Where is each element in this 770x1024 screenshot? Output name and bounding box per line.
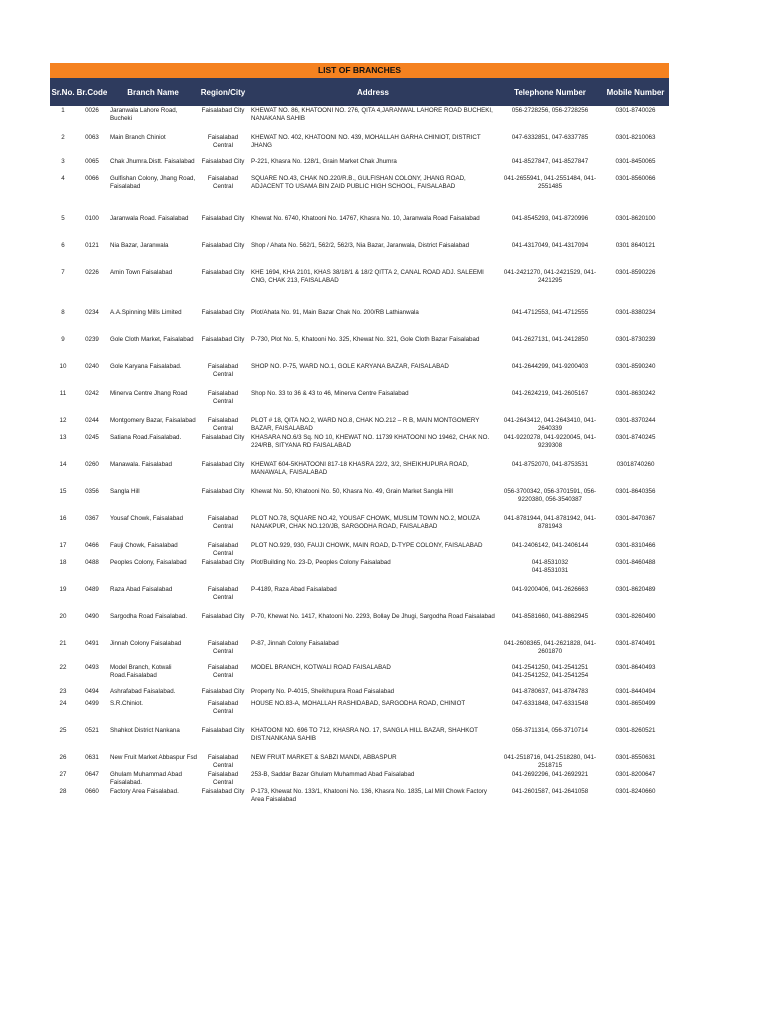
header-region-city: Region/City bbox=[200, 87, 246, 97]
row-address: KHATOONI NO. 696 TO 712, KHASRA NO. 17, SANGLA HILL BAZAR, SHAHKOT DIST.NANKANA SAHIB bbox=[251, 727, 478, 742]
row-sr-no: 4 bbox=[61, 175, 65, 182]
row-br-code: 0226 bbox=[85, 269, 99, 276]
row-br-code: 0647 bbox=[85, 771, 99, 778]
row-telephone: 041-2601587, 041-2641058 bbox=[511, 788, 589, 795]
row-address: Shop No. 33 to 36 & 43 to 46, Minerva Centre Faisalabad bbox=[251, 390, 409, 397]
row-branch-name: Shahkot District Nankana bbox=[110, 727, 180, 734]
row-sr-no: 27 bbox=[59, 771, 67, 778]
row-address: SQUARE NO.43, CHAK NO.220/R.B., GULFISHAN COLONY, JHANG ROAD, ADJACENT TO USAMA BIN ZAID PUBLIC HIGH SCHOOL, FAISALABAD bbox=[251, 175, 466, 190]
row-branch-name: A.A.Spinning Mills Limited bbox=[110, 309, 182, 316]
row-sr-no: 10 bbox=[59, 363, 67, 370]
row-telephone: 041-2655941, 041-2551484, 041-2551485 bbox=[503, 175, 597, 190]
row-branch-name: Jaranwala Road. Faisalabad bbox=[110, 215, 189, 222]
row-address: MODEL BRANCH, KOTWALI ROAD FAISALABAD bbox=[251, 664, 391, 671]
row-mobile: 0301-8260490 bbox=[615, 613, 656, 620]
row-sr-no: 17 bbox=[59, 542, 67, 549]
row-region-city: Faisalabad City bbox=[201, 559, 245, 566]
table-row bbox=[50, 726, 669, 753]
row-address: P-4189, Raza Abad Faisalabad bbox=[251, 586, 337, 593]
row-branch-name: Factory Area Faisalabad. bbox=[110, 788, 179, 795]
row-br-code: 0234 bbox=[85, 309, 99, 316]
table-row bbox=[50, 753, 669, 770]
row-sr-no: 18 bbox=[59, 559, 67, 566]
row-region-city: Faisalabad Central bbox=[207, 134, 239, 149]
row-branch-name: Minerva Centre Jhang Road bbox=[110, 390, 188, 397]
row-branch-name: Sangla Hill bbox=[110, 488, 140, 495]
row-region-city: Faisalabad Central bbox=[207, 771, 239, 786]
row-mobile: 0301-8210063 bbox=[615, 134, 656, 141]
row-telephone: 041-8780637, 041-8784783 bbox=[511, 688, 589, 695]
row-telephone: 056-2728256, 056-2728256 bbox=[511, 107, 589, 114]
row-mobile: 0301 8640121 bbox=[615, 242, 656, 249]
row-branch-name: Sargodha Road Faisalabad. bbox=[110, 613, 188, 620]
table-row bbox=[50, 639, 669, 663]
row-address: SHOP NO. P-75, WARD NO.1, GOLE KARYANA BAZAR, FAISALABAD bbox=[251, 363, 449, 370]
row-address: P-87, Jinnah Colony Faisalabad bbox=[251, 640, 339, 647]
row-sr-no: 26 bbox=[59, 754, 67, 761]
row-region-city: Faisalabad City bbox=[201, 158, 245, 165]
table-row bbox=[50, 612, 669, 639]
row-sr-no: 13 bbox=[59, 434, 67, 441]
row-address: Plot/Building No. 23-D, Peoples Colony Faisalabad bbox=[251, 559, 391, 566]
row-mobile: 0301-8730239 bbox=[615, 336, 656, 343]
row-address: Khewat No. 6740, Khatooni No. 14767, Khasra No. 10, Jaranwala Road Faisalabad bbox=[251, 215, 480, 222]
row-region-city: Faisalabad Central bbox=[207, 542, 239, 557]
row-address: KHASARA NO.6/3 Sq. NO 10, KHEWAT NO. 11739 KHATOONI NO 19462, CHAK NO. 224/RB, SITYANA RD FAISALABAD bbox=[251, 434, 490, 449]
row-telephone: 047-6332851, 047-6337785 bbox=[511, 134, 589, 141]
table-header bbox=[50, 78, 669, 106]
row-br-code: 0260 bbox=[85, 461, 99, 468]
row-sr-no: 9 bbox=[61, 336, 65, 343]
row-region-city: Faisalabad City bbox=[201, 336, 245, 343]
row-br-code: 0521 bbox=[85, 727, 99, 734]
row-sr-no: 2 bbox=[61, 134, 65, 141]
row-region-city: Faisalabad City bbox=[201, 434, 245, 441]
row-address: P-730, Plot No. 5, Khatooni No. 325, Khewat No. 321, Gole Cloth Bazar Faisalabad bbox=[251, 336, 480, 343]
row-telephone: 041-8752070, 041-8753531 bbox=[511, 461, 589, 468]
row-branch-name: Satiana Road.Faisalabad. bbox=[110, 434, 182, 441]
row-branch-name: New Fruit Market Abbaspur Fsd bbox=[110, 754, 197, 761]
row-mobile: 0301-8450065 bbox=[615, 158, 656, 165]
row-region-city: Faisalabad Central bbox=[207, 700, 239, 715]
row-address: P-221, Khasra No. 128/1, Grain Market Chak Jhumra bbox=[251, 158, 397, 165]
row-branch-name: Amin Town Faisalabad bbox=[110, 269, 173, 276]
row-telephone: 041-2624219, 041-2605167 bbox=[511, 390, 589, 397]
row-branch-name: Yousaf Chowk, Faisalabad bbox=[110, 515, 184, 522]
row-telephone: 041-8527847, 041-8527847 bbox=[511, 158, 589, 165]
row-region-city: Faisalabad Central bbox=[207, 640, 239, 655]
row-br-code: 0242 bbox=[85, 390, 99, 397]
row-address: NEW FRUIT MARKET & SABZI MANDI, ABBASPUR bbox=[251, 754, 397, 761]
table-row bbox=[50, 106, 669, 133]
row-branch-name: Gole Cloth Market, Faisalabad bbox=[110, 336, 194, 343]
row-mobile: 0301-8310466 bbox=[615, 542, 656, 549]
table-row bbox=[50, 214, 669, 241]
row-telephone: 056-3711314, 056-3710714 bbox=[512, 727, 588, 734]
row-sr-no: 5 bbox=[61, 215, 65, 222]
row-br-code: 0494 bbox=[85, 688, 99, 695]
row-region-city: Faisalabad City bbox=[201, 613, 245, 620]
row-region-city: Faisalabad City bbox=[201, 215, 245, 222]
table-row bbox=[50, 663, 669, 687]
row-branch-name: Jinnah Colony Faisalabad bbox=[110, 640, 182, 647]
row-address: PLOT # 18, QITA NO.2, WARD NO.8, CHAK NO.212 – R B, MAIN MONTGOMERY BAZAR, FAISALABAD bbox=[251, 417, 480, 432]
row-telephone: 041-2518716, 041-2518280, 041-2518715 bbox=[503, 754, 597, 769]
row-br-code: 0491 bbox=[85, 640, 99, 647]
row-mobile: 0301-8640493 bbox=[615, 664, 656, 671]
row-br-code: 0121 bbox=[85, 242, 99, 249]
row-branch-name: Fauji Chowk, Faisalabad bbox=[110, 542, 178, 549]
row-mobile: 0301-8620100 bbox=[615, 215, 656, 222]
row-mobile: 0301-8560066 bbox=[615, 175, 656, 182]
row-branch-name: Manawala. Faisalabad bbox=[110, 461, 172, 468]
row-address: Khewat No. 50, Khatooni No. 50, Khasra No. 49, Grain Market Sangla Hill bbox=[251, 488, 453, 495]
row-sr-no: 6 bbox=[61, 242, 65, 249]
header-mobile: Mobile Number bbox=[606, 87, 665, 97]
row-sr-no: 20 bbox=[59, 613, 67, 620]
table-row bbox=[50, 268, 669, 308]
table-row bbox=[50, 174, 669, 214]
row-address: Shop / Ahata No. 562/1, 562/2, 562/3, Nia Bazar, Jaranwala, District Faisalabad bbox=[251, 242, 470, 249]
row-mobile: 0301-8200647 bbox=[615, 771, 656, 778]
row-sr-no: 19 bbox=[59, 586, 67, 593]
row-br-code: 0356 bbox=[85, 488, 99, 495]
row-region-city: Faisalabad Central bbox=[207, 664, 239, 679]
row-region-city: Faisalabad City bbox=[201, 269, 245, 276]
row-mobile: 0301-8550631 bbox=[615, 754, 656, 761]
row-mobile: 0301-8630242 bbox=[615, 390, 656, 397]
row-telephone: 041-2541250, 041-2541251 041-2541252, 041-2541254 bbox=[511, 664, 589, 679]
row-br-code: 0065 bbox=[85, 158, 99, 165]
row-sr-no: 16 bbox=[59, 515, 67, 522]
table-row bbox=[50, 541, 669, 558]
row-sr-no: 8 bbox=[61, 309, 65, 316]
table-row bbox=[50, 787, 669, 814]
row-branch-name: Model Branch, Kotwali Road.Faisalabad bbox=[110, 664, 172, 679]
row-region-city: Faisalabad City bbox=[201, 107, 245, 114]
row-sr-no: 25 bbox=[59, 727, 67, 734]
row-region-city: Faisalabad Central bbox=[207, 586, 239, 601]
row-telephone: 041-2406142, 041-2406144 bbox=[511, 542, 589, 549]
row-branch-name: Montgomery Bazar, Faisalabad bbox=[110, 417, 196, 424]
row-branch-name: Peoples Colony, Faisalabad bbox=[110, 559, 187, 566]
row-branch-name: Gole Karyana Faisalabad. bbox=[110, 363, 182, 370]
row-region-city: Faisalabad City bbox=[201, 242, 245, 249]
row-mobile: 0301-8650499 bbox=[615, 700, 656, 707]
row-branch-name: Main Branch Chiniot bbox=[110, 134, 166, 141]
row-telephone: 041-2421270, 041-2421529, 041-2421295 bbox=[503, 269, 597, 284]
row-telephone: 041-9200406, 041-2626663 bbox=[511, 586, 589, 593]
row-br-code: 0066 bbox=[85, 175, 99, 182]
row-branch-name: Nia Bazar, Jaranwala bbox=[110, 242, 169, 249]
row-region-city: Faisalabad City bbox=[201, 788, 245, 795]
row-sr-no: 7 bbox=[61, 269, 65, 276]
table-row bbox=[50, 241, 669, 268]
row-address: P-173, Khewat No. 133/1, Khatooni No. 136, Khasra No. 1835, Lal Mill Chowk Factory Area Faisalabad bbox=[251, 788, 487, 803]
table-row bbox=[50, 335, 669, 362]
row-br-code: 0660 bbox=[85, 788, 99, 795]
sheet-title: LIST OF BRANCHES bbox=[50, 63, 669, 78]
row-telephone: 056-3700342, 056-3701591, 056-9220380, 056-3540387 bbox=[503, 488, 597, 503]
table-row bbox=[50, 460, 669, 487]
row-telephone: 041-8781944, 041-8781942, 041-8781943 bbox=[503, 515, 597, 530]
row-sr-no: 1 bbox=[61, 107, 65, 114]
row-telephone: 041-4712553, 041-4712555 bbox=[511, 309, 589, 316]
table-row bbox=[50, 416, 669, 433]
row-region-city: Faisalabad City bbox=[201, 727, 245, 734]
row-address: PLOT NO.929, 930, FAUJI CHOWK, MAIN ROAD, D-TYPE COLONY, FAISALABAD bbox=[251, 542, 483, 549]
table-row bbox=[50, 585, 669, 612]
row-sr-no: 21 bbox=[59, 640, 67, 647]
table-row bbox=[50, 487, 669, 514]
header-branch-name: Branch Name bbox=[127, 87, 179, 97]
table-row bbox=[50, 699, 669, 726]
row-sr-no: 14 bbox=[59, 461, 67, 468]
row-region-city: Faisalabad Central bbox=[207, 175, 239, 190]
header-br-code: Br.Code bbox=[76, 87, 108, 97]
row-sr-no: 23 bbox=[59, 688, 67, 695]
row-address: HOUSE NO.83-A, MOHALLAH RASHIDABAD, SARGODHA ROAD, CHINIOT bbox=[251, 700, 466, 707]
row-region-city: Faisalabad City bbox=[201, 488, 245, 495]
row-mobile: 0301-8470367 bbox=[615, 515, 656, 522]
table-row bbox=[50, 433, 669, 460]
table-row bbox=[50, 514, 669, 541]
table-row bbox=[50, 389, 669, 416]
table-row bbox=[50, 157, 669, 174]
row-br-code: 0489 bbox=[85, 586, 99, 593]
header-address: Address bbox=[356, 87, 389, 97]
row-address: Property No. P-4015, Sheikhupura Road Faisalabad bbox=[251, 688, 395, 695]
row-telephone: 041-2692296, 041-2692921 bbox=[511, 771, 589, 778]
row-mobile: 0301-8620489 bbox=[615, 586, 656, 593]
row-region-city: Faisalabad Central bbox=[207, 390, 239, 405]
row-telephone: 047-6331848, 047-6331548 bbox=[511, 700, 589, 707]
row-address: P-70, Khewat No. 1417, Khatooni No. 2293, Bollay De Jhugi, Sargodha Road Faisalabad bbox=[251, 613, 495, 620]
row-branch-name: Raza Abad Faisalabad bbox=[110, 586, 173, 593]
table-row bbox=[50, 558, 669, 585]
row-branch-name: Ashrafabad Faisalabad. bbox=[110, 688, 176, 695]
row-mobile: 0301-8740026 bbox=[615, 107, 656, 114]
row-branch-name: Chak Jhumra.Distt. Faisalabad bbox=[110, 158, 195, 165]
row-address: KHEWAT 604-5KHATOONI 817-18 KHASRA 22/2, 3/2, SHEIKHUPURA ROAD, MANAWALA, FAISALABAD bbox=[251, 461, 469, 476]
row-address: KHEWAT NO. 402, KHATOONI NO. 439, MOHALLAH GARHA CHINIOT, DISTRICT JHANG bbox=[251, 134, 481, 149]
row-telephone: 041-2643412, 041-2643410, 041-2640339 bbox=[503, 417, 597, 432]
row-address: PLOT NO.78, SQUARE NO.42, YOUSAF CHOWK, MUSLIM TOWN NO.2, MOUZA NANAKPUR, CHAK NO.120/JB, SARGODHA ROAD, FAISALABAD bbox=[251, 515, 480, 530]
row-address: Plot/Ahata No. 91, Main Bazar Chak No. 200/RB Lathianwala bbox=[251, 309, 419, 316]
row-br-code: 0026 bbox=[85, 107, 99, 114]
row-branch-name: Jaranwala Lahore Road, Bucheki bbox=[110, 107, 178, 122]
row-sr-no: 12 bbox=[59, 417, 67, 424]
row-mobile: 0301-8740245 bbox=[615, 434, 656, 441]
branch-list-sheet bbox=[50, 63, 669, 814]
row-mobile: 0301-8590226 bbox=[615, 269, 656, 276]
row-telephone: 041-2608365, 041-2621828, 041-2601870 bbox=[503, 640, 597, 655]
row-telephone: 041-4317049, 041-4317094 bbox=[511, 242, 589, 249]
table-body bbox=[50, 106, 669, 814]
row-branch-name: Gulfishan Colony, Jhang Road, Faisalabad bbox=[110, 175, 196, 190]
row-branch-name: Ghulam Muhammad Abad Faisalabad. bbox=[110, 771, 182, 786]
row-region-city: Faisalabad Central bbox=[207, 754, 239, 769]
table-row bbox=[50, 308, 669, 335]
row-br-code: 0488 bbox=[85, 559, 99, 566]
row-br-code: 0493 bbox=[85, 664, 99, 671]
table-row bbox=[50, 362, 669, 389]
row-mobile: 0301-8590240 bbox=[615, 363, 656, 370]
row-br-code: 0245 bbox=[85, 434, 99, 441]
row-mobile: 0301-8460488 bbox=[615, 559, 656, 566]
row-br-code: 0240 bbox=[85, 363, 99, 370]
row-br-code: 0631 bbox=[85, 754, 99, 761]
row-br-code: 0499 bbox=[85, 700, 99, 707]
row-telephone: 041-8581660, 041-8862945 bbox=[511, 613, 589, 620]
row-region-city: Faisalabad Central bbox=[207, 417, 239, 432]
row-br-code: 0466 bbox=[85, 542, 99, 549]
row-sr-no: 22 bbox=[59, 664, 67, 671]
row-br-code: 0244 bbox=[85, 417, 99, 424]
row-sr-no: 11 bbox=[59, 390, 67, 397]
row-mobile: 0301-8640356 bbox=[615, 488, 656, 495]
row-mobile: 0301-8370244 bbox=[615, 417, 656, 424]
row-telephone: 041-2627131, 041-2412850 bbox=[511, 336, 589, 343]
row-address: KHE 1694, KHA 2101, KHAS 38/18/1 & 18/2 QITTA 2, CANAL ROAD ADJ. SALEEMI CNG, CHAK 213, FAISALABAD bbox=[251, 269, 484, 284]
row-telephone: 041-2644299, 041-9200403 bbox=[511, 363, 589, 370]
row-region-city: Faisalabad City bbox=[201, 688, 245, 695]
row-sr-no: 28 bbox=[59, 788, 67, 795]
row-br-code: 0490 bbox=[85, 613, 99, 620]
row-telephone: 041-8545293, 041-8720996 bbox=[511, 215, 589, 222]
row-address: KHEWAT NO. 86, KHATOONI NO. 276, QITA 4,JARANWAL LAHORE ROAD BUCHEKI, NANAKANA SAHIB bbox=[251, 107, 493, 122]
row-address: 253-B, Saddar Bazar Ghulam Muhammad Abad Faisalabad bbox=[251, 771, 415, 778]
row-branch-name: S.R.Chiniot. bbox=[110, 700, 144, 707]
row-mobile: 0301-8240660 bbox=[615, 788, 656, 795]
row-telephone: 041-8531032 041-8531031 bbox=[531, 559, 569, 574]
row-mobile: 03018740260 bbox=[616, 461, 655, 468]
row-telephone: 041-9220278, 041-9220045, 041-9239308 bbox=[503, 434, 597, 449]
table-row bbox=[50, 687, 669, 699]
header-telephone: Telephone Number bbox=[514, 87, 586, 97]
row-sr-no: 3 bbox=[61, 158, 65, 165]
row-sr-no: 24 bbox=[59, 700, 67, 707]
row-mobile: 0301-8440494 bbox=[615, 688, 656, 695]
row-mobile: 0301-8260521 bbox=[615, 727, 656, 734]
row-br-code: 0063 bbox=[85, 134, 99, 141]
row-region-city: Faisalabad Central bbox=[207, 515, 239, 530]
table-row bbox=[50, 770, 669, 787]
row-region-city: Faisalabad Central bbox=[207, 363, 239, 378]
row-region-city: Faisalabad City bbox=[201, 461, 245, 468]
row-br-code: 0367 bbox=[85, 515, 99, 522]
row-br-code: 0239 bbox=[85, 336, 99, 343]
row-sr-no: 15 bbox=[59, 488, 67, 495]
row-mobile: 0301-8380234 bbox=[615, 309, 656, 316]
table-row bbox=[50, 133, 669, 157]
row-region-city: Faisalabad City bbox=[201, 309, 245, 316]
row-mobile: 0301-8740491 bbox=[615, 640, 656, 647]
header-sr-no: Sr.No. bbox=[51, 87, 75, 97]
row-br-code: 0100 bbox=[85, 215, 99, 222]
